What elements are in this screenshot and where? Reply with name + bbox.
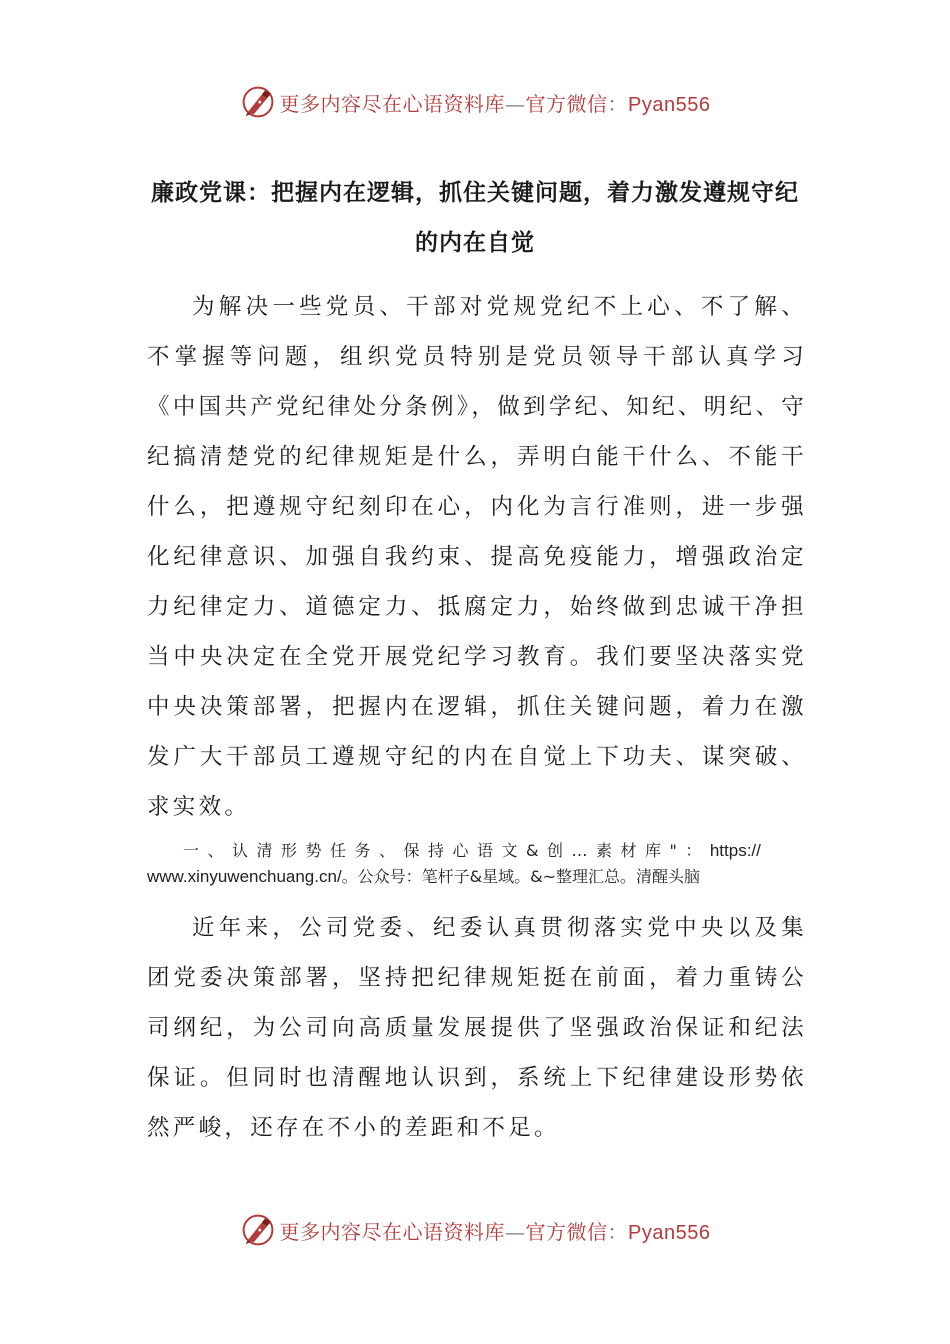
footer-banner-text: [280, 1216, 711, 1245]
paragraph-intro: 为解决一些党员、干部对党规党纪不上心、不了解、不掌握等问题，组织党员特别是党员领导干部认真学习《中国共产党纪律处分条例》，做到学纪、知纪、明纪、守纪搞清楚党的纪律规矩是什么，弄明白能干什么、不能干什么，把遵规守纪刻印在心，内化为言行准则，进一步强化纪律意识、加强自我约束、提高免疫能力，增强政治定力纪律定力、道德定力、抵腐定力，始终做到忠诚干净担当中央决定在全党开展党纪学习教育。我们要坚决落实党中央决策部署，把握内在逻辑，抓住关键问题，着力在激发广大干部员工遵规守纪的内在自觉上下功夫、谋突破、求实效。: [147, 294, 807, 820]
banner-account: Pyan556: [628, 1221, 711, 1244]
banner-site-name: 更多内容尽在心语资料库: [279, 91, 506, 116]
header-banner-text: [280, 88, 711, 117]
banner-separator: ：: [607, 91, 629, 116]
section-heading-text: 一、认清形势任务、保持心语文&创…素材库"：: [183, 841, 710, 860]
paragraph-body: 近年来，公司党委、纪委认真贯彻落实党中央以及集团党委决策部署，坚持把纪律规矩挺在前面，着力重铸公司纲纪，为公司向高质量发展提供了坚强政治保证和纪法保证。但同时也清醒地认识到，系统上下纪律建设形势依然严峻，还存在不小的差距和不足。: [147, 915, 807, 1141]
fountain-pen-logo-icon: [240, 84, 276, 120]
section-heading-line-1: [147, 838, 807, 864]
footer-banner: [0, 1208, 950, 1252]
section-heading-line-2: [147, 864, 807, 890]
fountain-pen-logo-icon: [240, 1212, 276, 1248]
source-url-part-2: www.xinyuwenchuang.cn/: [147, 867, 342, 886]
section-heading-1: [147, 838, 807, 890]
document-title: 廉政党课：把握内在逻辑，抓住关键问题，着力激发遵规守纪的内在自觉: [151, 179, 799, 256]
banner-site-name: 更多内容尽在心语资料库: [279, 1219, 506, 1244]
banner-dash: —: [505, 1219, 526, 1244]
source-url-part-1: https://: [709, 841, 761, 860]
section-heading-tail: 。公众号：笔杆子&星域。&~整理汇总。清醒头脑: [341, 867, 701, 886]
banner-label: 官方微信: [525, 91, 608, 116]
header-banner: [0, 80, 950, 124]
banner-separator: ：: [607, 1219, 629, 1244]
banner-account: Pyan556: [628, 93, 711, 116]
banner-label: 官方微信: [525, 1219, 608, 1244]
banner-dash: —: [505, 91, 526, 116]
